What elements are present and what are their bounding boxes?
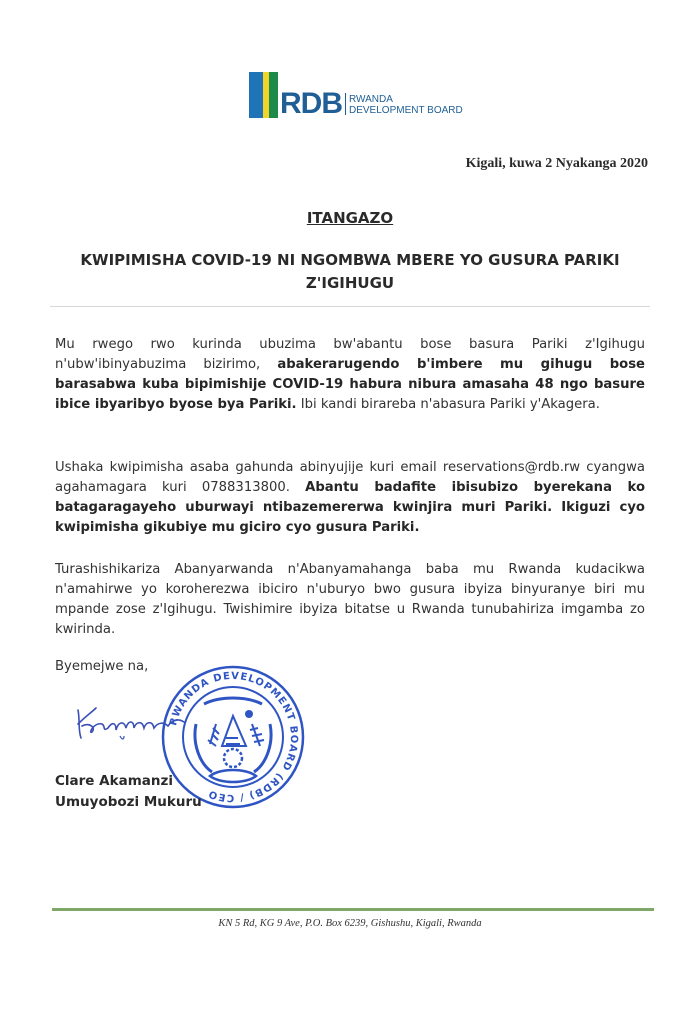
paragraph-2-bold: Abantu badafite ibisubizo byerekana ko batagaragayeho uburwayi ntibazemererwa kwinjira muri Pariki. Ikiguzi cyo kwipimisha gikubiye mu giciro cyo gusura Pariki. xyxy=(55,480,646,535)
blue-bar xyxy=(249,72,263,118)
stamp-gear xyxy=(224,749,242,767)
rdb-logo xyxy=(249,72,463,118)
letter-date: Kigali, kuwa 2 Nyakanga 2020 xyxy=(465,156,648,171)
stamp-plant-right xyxy=(250,724,264,746)
top-divider xyxy=(50,306,650,307)
logo-org-name xyxy=(349,94,463,116)
stamp-basket-lines xyxy=(226,738,240,744)
stamp-plant-left xyxy=(208,724,219,746)
logo-line-2: DEVELOPMENT BOARD xyxy=(349,105,463,116)
stamp-ring-text: RWANDA DEVELOPMENT BOARD (RDB) / CEO xyxy=(168,670,300,804)
stamp-sun xyxy=(245,710,253,718)
stamp-banner xyxy=(204,698,262,704)
flag-bars-icon xyxy=(249,72,278,118)
paragraph-1 xyxy=(55,335,645,415)
subject-line-2: Z'IGIHUGU xyxy=(305,274,395,292)
paragraph-2 xyxy=(55,458,645,538)
green-bar xyxy=(269,72,278,118)
paragraph-2-text: Ushaka kwipimisha asaba gahunda abinyujije kuri email reservations@rdb.rw cyangwa agahamagara kuri 0788313800. xyxy=(55,460,645,495)
logo-separator xyxy=(345,93,346,115)
closing-line: Byemejwe na, xyxy=(55,659,149,674)
footer-address: KN 5 Rd, KG 9 Ave, P.O. Box 6239, Gishushu, Kigali, Rwanda xyxy=(218,918,482,929)
paragraph-1-bold: abakerarugendo b'imbere mu gihugu bose barasabwa kuba bipimishije COVID-19 habura nibura amasaha 48 ngo basure ibice ibyaribyo byose bya Pariki. xyxy=(55,357,645,412)
paragraph-1-text-end: Ibi kandi birareba n'abasura Pariki y'Akagera. xyxy=(296,397,600,412)
signer-block xyxy=(55,771,202,813)
stamp-knot xyxy=(210,770,256,782)
paragraph-3-text: Turashishikariza Abanyarwanda n'Abanyamahanga baba mu Rwanda kudacikwa n'amahirwe yo koroherezwa ibiciro n'uburyo bwo gusura ibyiza binyuranye biri mu mpande zose z'Igihugu. Twishimire ibyiza bitatse u Rwanda tunubahiriza imgamba zo kwirinda. xyxy=(55,562,645,637)
subject-line-1: KWIPIMISHA COVID-19 NI NGOMBWA MBERE YO GUSURA PARIKI xyxy=(80,251,620,269)
logo-line-1: RWANDA xyxy=(349,94,393,105)
signer-title: Umuyobozi Mukuru xyxy=(55,794,202,810)
paragraph-3 xyxy=(55,560,645,640)
footer-divider xyxy=(52,908,654,911)
notice-subject xyxy=(55,249,645,295)
signer-name: Clare Akamanzi xyxy=(55,773,173,789)
notice-heading: ITANGAZO xyxy=(306,209,394,227)
paragraph-1-text: Mu rwego rwo kurinda ubuzima bw'abantu bose basura Pariki z'Igihugu n'ubw'ibinyabuzima bizirimo, xyxy=(55,337,645,372)
stamp-basket xyxy=(222,716,246,746)
logo-abbreviation: RDB xyxy=(280,87,342,120)
